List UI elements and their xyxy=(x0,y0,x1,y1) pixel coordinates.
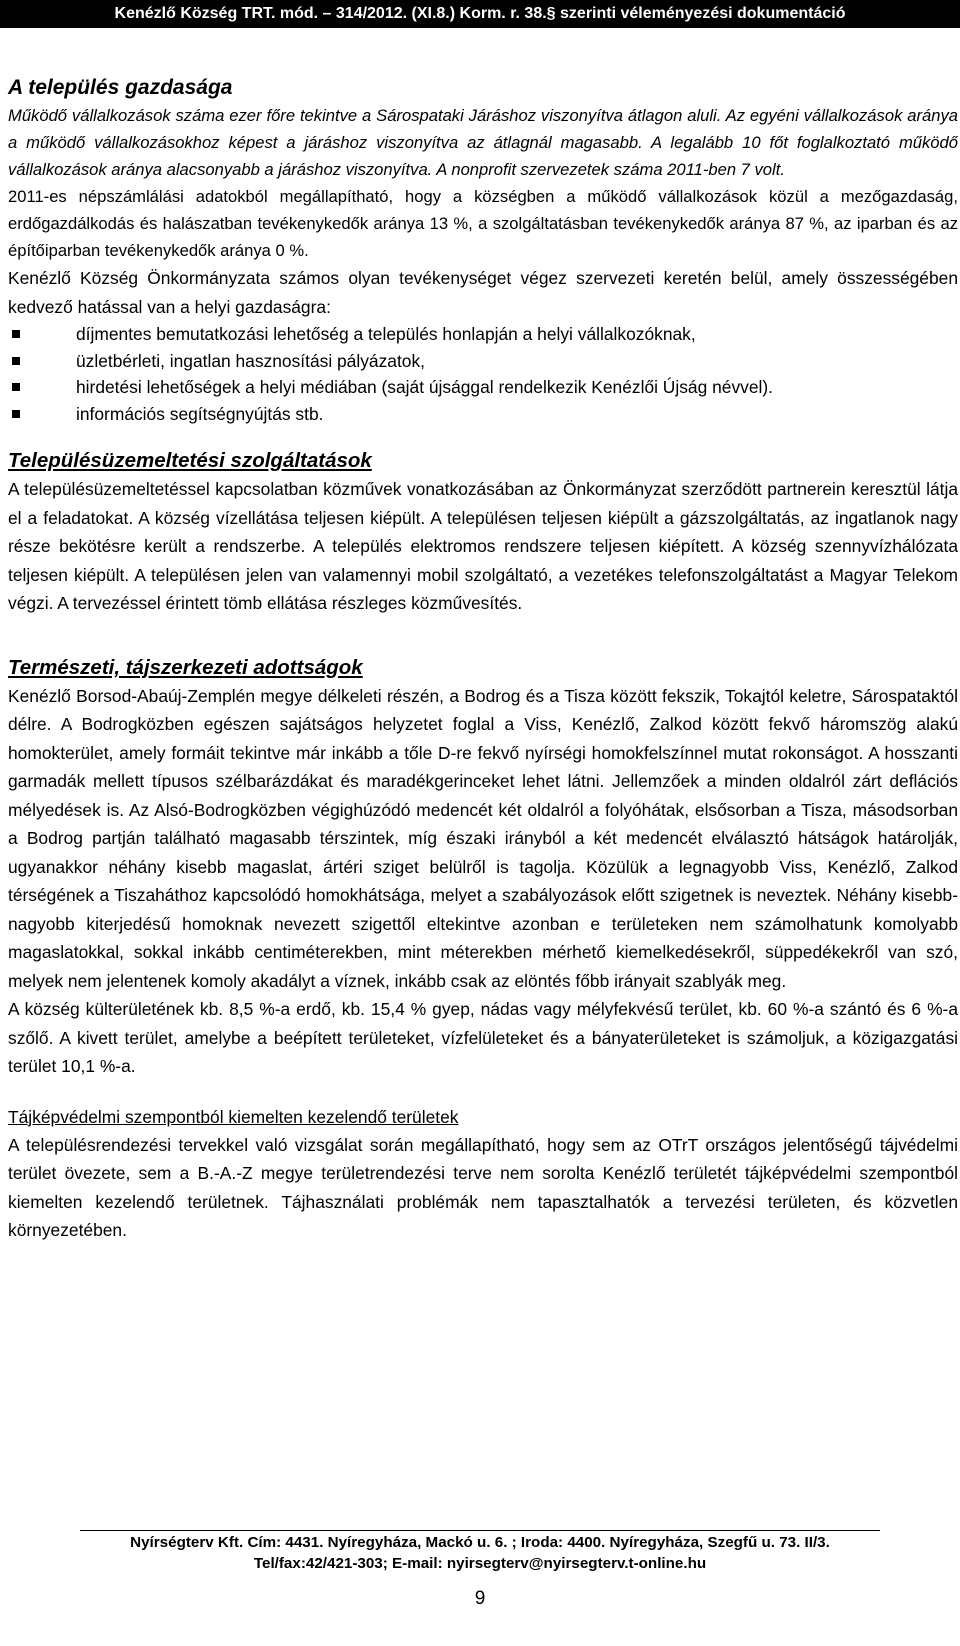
economy-bullet-list xyxy=(8,321,958,427)
page-number: 9 xyxy=(474,1588,486,1609)
running-header: Kenézlő Község TRT. mód. – 314/2012. (XI.8.) Korm. r. 38.§ szerinti véleményezési dokumentáció xyxy=(0,0,960,28)
economy-paragraph-1: Működő vállalkozások száma ezer főre tekintve a Sárospataki Járáshoz viszonyítva átlagon aluli. Az egyéni vállalkozások aránya a működő vállalkozásokhoz képest a járáshoz viszonyítva az átlagnál magasabb. A legalább 10 főt foglalkoztató működő vállalkozások aránya alacsonyabb a járáshoz viszonyítva. A nonprofit szervezetek száma 2011-ben 7 volt. xyxy=(8,106,958,179)
section-title-landscape: Tájképvédelmi szempontból kiemelten kezelendő területek xyxy=(8,1106,459,1127)
document-body xyxy=(8,42,958,1245)
landscape-paragraph: A településrendezési tervekkel való vizsgálat során megállapítható, hogy sem az OTrT országos jelentőségű tájvédelmi terület övezete, sem a B.-A.-Z megye területrendezési terve nem sorolta Kenézlő területét tájképvédelmi szempontból kiemelten kezelendő területnek. Tájhasználati problémák nem tapasztalhatók a tervezési területen, és közvetlen környezetében. xyxy=(8,1134,958,1240)
nature-paragraph-2: A község külterületének kb. 8,5 %-a erdő, kb. 15,4 % gyep, nádas vagy mélyfekvésű terület, kb. 60 %-a szántó és 6 %-a szőlő. A kivett terület, amelybe a beépített területeket, vízfelületeket és a bányaterületeket is számoljuk, a közigazgatási terület 10,1 %-a. xyxy=(8,999,958,1076)
section-title-economy: A település gazdasága xyxy=(8,76,233,99)
economy-paragraph-3: Kenézlő Község Önkormányzata számos olyan tevékenységet végez szervezeti keretén belül, amely összességében kedvező hatással van a helyi gazdaságra: xyxy=(8,268,958,317)
section-title-nature: Természeti, tájszerkezeti adottságok xyxy=(8,655,363,679)
economy-paragraph-2: 2011-es népszámlálási adatokból megállapítható, hogy a községben a működő vállalkozások közül a mezőgazdaság, erdőgazdálkodás és halászatban tevékenykedők aránya 13 %, a szolgáltatásban tevékenykedők aránya 87 %, az iparban és az építőiparban tevékenykedők aránya 0 %. xyxy=(8,187,958,260)
footer-address: Nyírségterv Kft. Cím: 4431. Nyíregyháza, Mackó u. 6. ; Iroda: 4400. Nyíregyháza, Szegfű u. 73. II/3. xyxy=(130,1534,830,1551)
footer-contact: Tel/fax:42/421-303; E-mail: nyirsegterv@nyirsegterv.t-online.hu xyxy=(253,1555,707,1572)
footer-divider xyxy=(80,1530,880,1531)
list-item: üzletbérleti, ingatlan hasznosítási pályázatok, xyxy=(8,348,958,375)
section-title-utilities: Településüzemeltetési szolgáltatások xyxy=(8,449,372,472)
list-item: díjmentes bemutatkozási lehetőség a település honlapján a helyi vállalkozóknak, xyxy=(8,321,958,348)
nature-paragraph-1: Kenézlő Borsod-Abaúj-Zemplén megye délkeleti részén, a Bodrog és a Tisza között fekszik, Tokajtól keletre, Sárospataktól délre. A Bodrogközben egészen sajátságos helyzetet foglal a Viss, Kenézlő, Zalkod között fekvő háromszög alakú homokterület, amely formáit tekintve már inkább a tőle D-re fekvő nyírségi homokfelszínnel mutat rokonságot. A hosszanti garmadák mellett típusos szélbarázdákat és maradékgerinceket lehet látni. Jellemzőek a minden oldalról zárt deflációs mélyedések is. Az Alsó-Bodrogközben végighúzódó medencét két oldalról a folyóhátak, elsősorban a Tisza, másodsorban a Bodrog partján található magasabb térszintek, míg északi irányból a két medencét elválasztó hátságok határolják, ugyanakkor néhány kisebb magaslat, ártéri sziget belülről is tagolja. Közülük a legnagyobb Viss, Kenézlő, Zalkod térségének a Tiszaháthoz kapcsolódó homokhátsága, melyet a szabályozások előtt szigetnek is neveztek. Néhány kisebb-nagyobb kiterjedésű homoknak nevezett szigettől eltekintve azonban e területeken nem számolhatunk komolyabb magaslatokkal, sokkal inkább centiméterekben, mint méterekben mérhető kiemelkedésekről, süppedékekről van szó, melyek nem jelentenek komoly akadályt a víznek, inkább csak az elöntés főbb irányait szablyák meg. xyxy=(8,685,958,991)
list-item: hirdetési lehetőségek a helyi médiában (saját újsággal rendelkezik Kenézlői Újság névvel). xyxy=(8,374,958,401)
utilities-paragraph: A településüzemeltetéssel kapcsolatban közművek vonatkozásában az Önkormányzat szerződött partnerein keresztül látja el a feladatokat. A község vízellátása teljesen kiépült. A településen teljesen kiépült a gázszolgáltatás, az ingatlanok nagy része bekötésre került a rendszerbe. A település elektromos rendszere teljesen kiépített. A község szennyvízhálózata teljesen kiépült. A településen jelen van valamennyi mobil szolgáltató, a vezetékes telefonszolgáltatást a Magyar Telekom végzi. A tervezéssel érintett tömb ellátása részleges közművesítés. xyxy=(8,479,958,613)
list-item: információs segítségnyújtás stb. xyxy=(8,401,958,428)
